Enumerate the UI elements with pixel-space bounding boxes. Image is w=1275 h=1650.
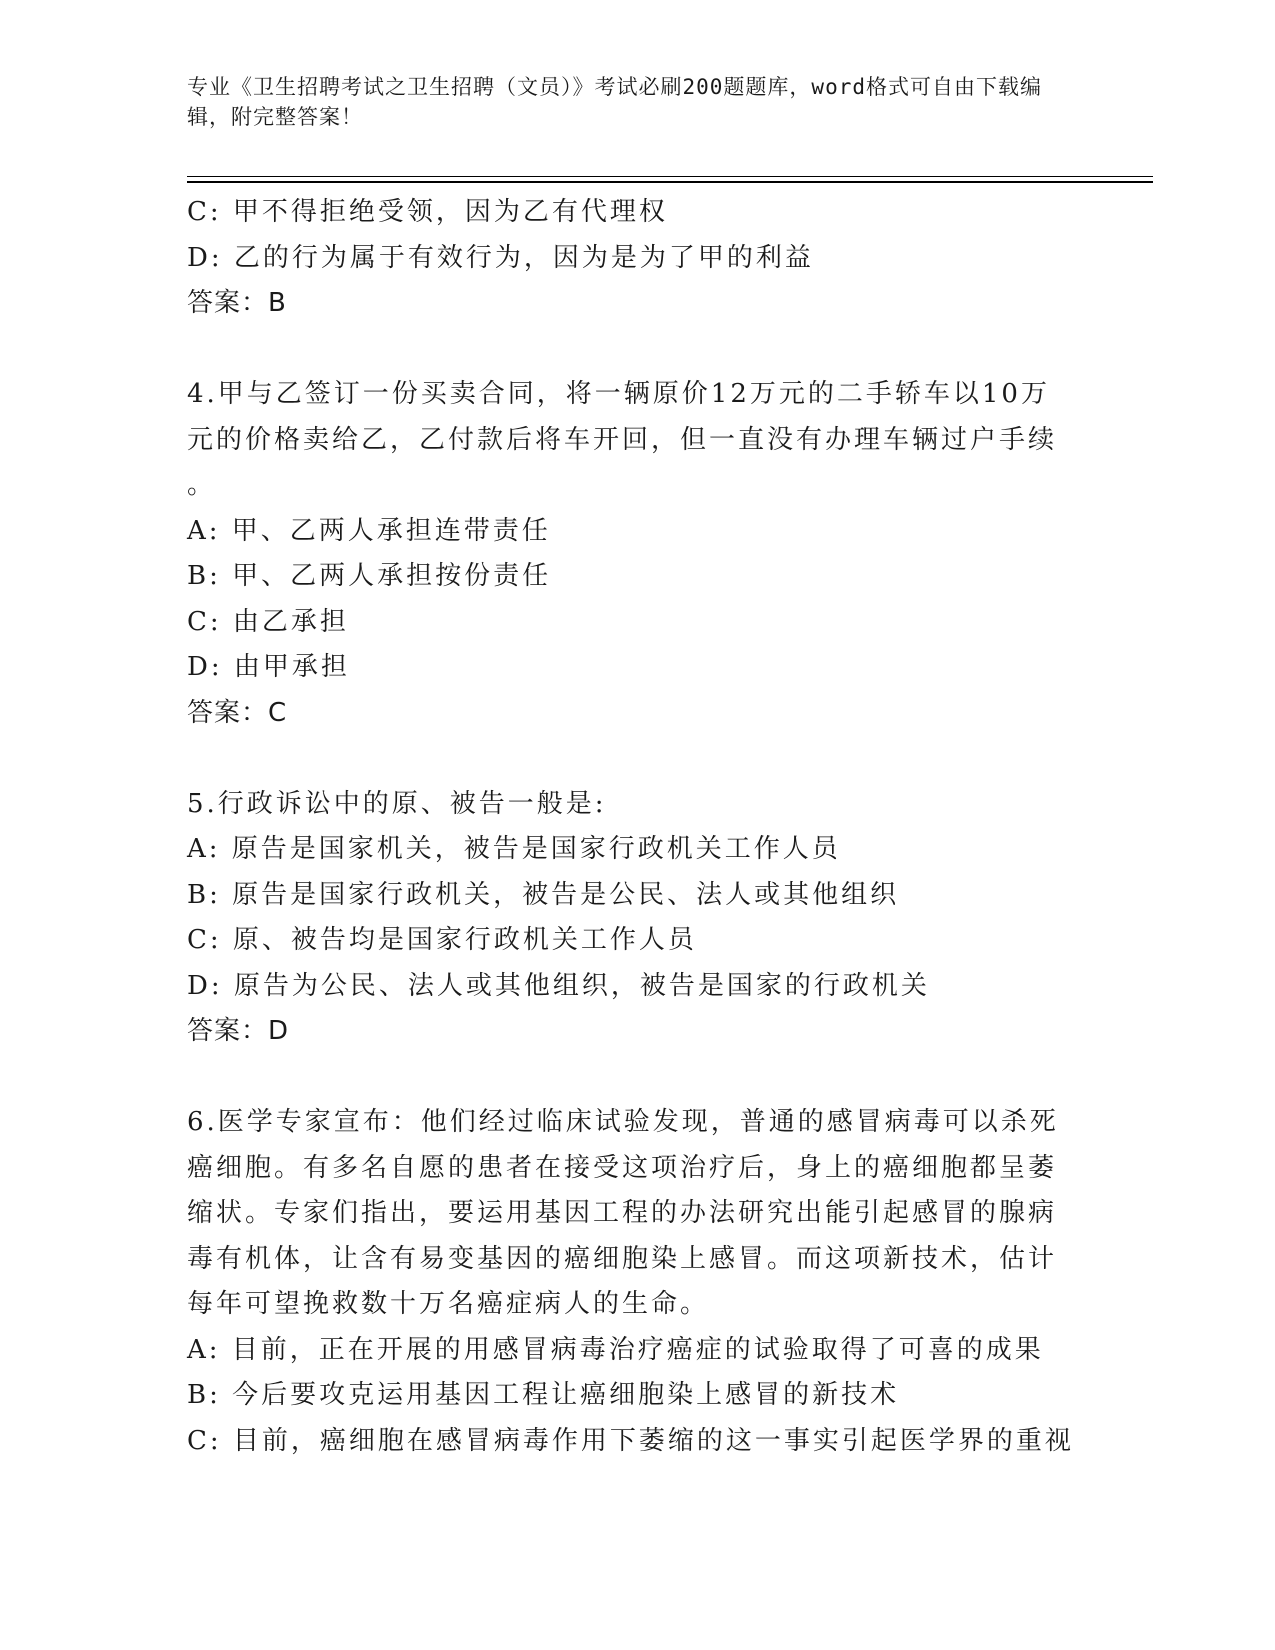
spacer bbox=[187, 1055, 1087, 1101]
q4-option-c: C: 由乙承担 bbox=[187, 606, 349, 637]
q4-option-b: B: 甲、乙两人承担按份责任 bbox=[187, 561, 552, 591]
q5-option-a: A: 原告是国家机关，被告是国家行政机关工作人员 bbox=[187, 834, 841, 864]
document-header bbox=[187, 72, 1067, 132]
q4-stem-line: 元的价格卖给乙，乙付款后将车开回，但一直没有办理车辆过户手续 bbox=[187, 424, 1058, 455]
q4-answer: 答案：C bbox=[187, 697, 288, 728]
q3-option-d: D: 乙的行为属于有效行为，因为是为了甲的利益 bbox=[187, 242, 814, 273]
q4-option-a: A: 甲、乙两人承担连带责任 bbox=[187, 515, 551, 546]
q6-option-c: C: 目前，癌细胞在感冒病毒作用下萎缩的这一事实引起医学界的重视 bbox=[187, 1425, 1074, 1456]
question-6 bbox=[187, 1100, 1087, 1464]
q6-stem-line: 每年可望挽救数十万名癌症病人的生命。 bbox=[187, 1289, 710, 1319]
q4-stem-line: 4.甲与乙签订一份买卖合同，将一辆原价12万元的二手轿车以10万 bbox=[187, 379, 1050, 409]
question-3-tail bbox=[187, 190, 1087, 327]
q5-option-b: B: 原告是国家行政机关，被告是公民、法人或其他组织 bbox=[187, 879, 900, 910]
question-content bbox=[187, 190, 1087, 1464]
header-divider-thin bbox=[187, 176, 1153, 177]
q5-option-d: D: 原告为公民、法人或其他组织，被告是国家的行政机关 bbox=[187, 970, 930, 1001]
q6-option-a: A: 目前，正在开展的用感冒病毒治疗癌症的试验取得了可喜的成果 bbox=[187, 1334, 1044, 1365]
q6-option-b: B: 今后要攻克运用基因工程让癌细胞染上感冒的新技术 bbox=[187, 1380, 900, 1410]
q6-stem-line: 缩状。专家们指出，要运用基因工程的办法研究出能引起感冒的腺病 bbox=[187, 1198, 1058, 1228]
q6-stem-line: 癌细胞。有多名自愿的患者在接受这项治疗后，身上的癌细胞都呈萎 bbox=[187, 1152, 1058, 1183]
q6-stem-line: 6.医学专家宣布：他们经过临床试验发现，普通的感冒病毒可以杀死 bbox=[187, 1107, 1059, 1137]
question-5 bbox=[187, 782, 1087, 1055]
header-divider-thick bbox=[187, 181, 1153, 183]
q4-option-d: D: 由甲承担 bbox=[187, 652, 350, 682]
q5-answer: 答案：D bbox=[187, 1016, 290, 1046]
q4-stem-line: 。 bbox=[187, 470, 217, 500]
q6-stem-line: 毒有机体，让含有易变基因的癌细胞染上感冒。而这项新技术，估计 bbox=[187, 1243, 1058, 1274]
spacer bbox=[187, 736, 1087, 782]
q5-stem: 5.行政诉讼中的原、被告一般是: bbox=[187, 788, 607, 819]
q3-answer: 答案：B bbox=[187, 288, 287, 318]
header-title: 专业《卫生招聘考试之卫生招聘（文员）》考试必刷200题题库，word格式可自由下载编辑，附完整答案！ bbox=[187, 75, 1042, 129]
spacer bbox=[187, 327, 1087, 373]
q3-option-c: C: 甲不得拒绝受领，因为乙有代理权 bbox=[187, 197, 668, 227]
question-4 bbox=[187, 372, 1087, 736]
q5-option-c: C: 原、被告均是国家行政机关工作人员 bbox=[187, 925, 697, 955]
